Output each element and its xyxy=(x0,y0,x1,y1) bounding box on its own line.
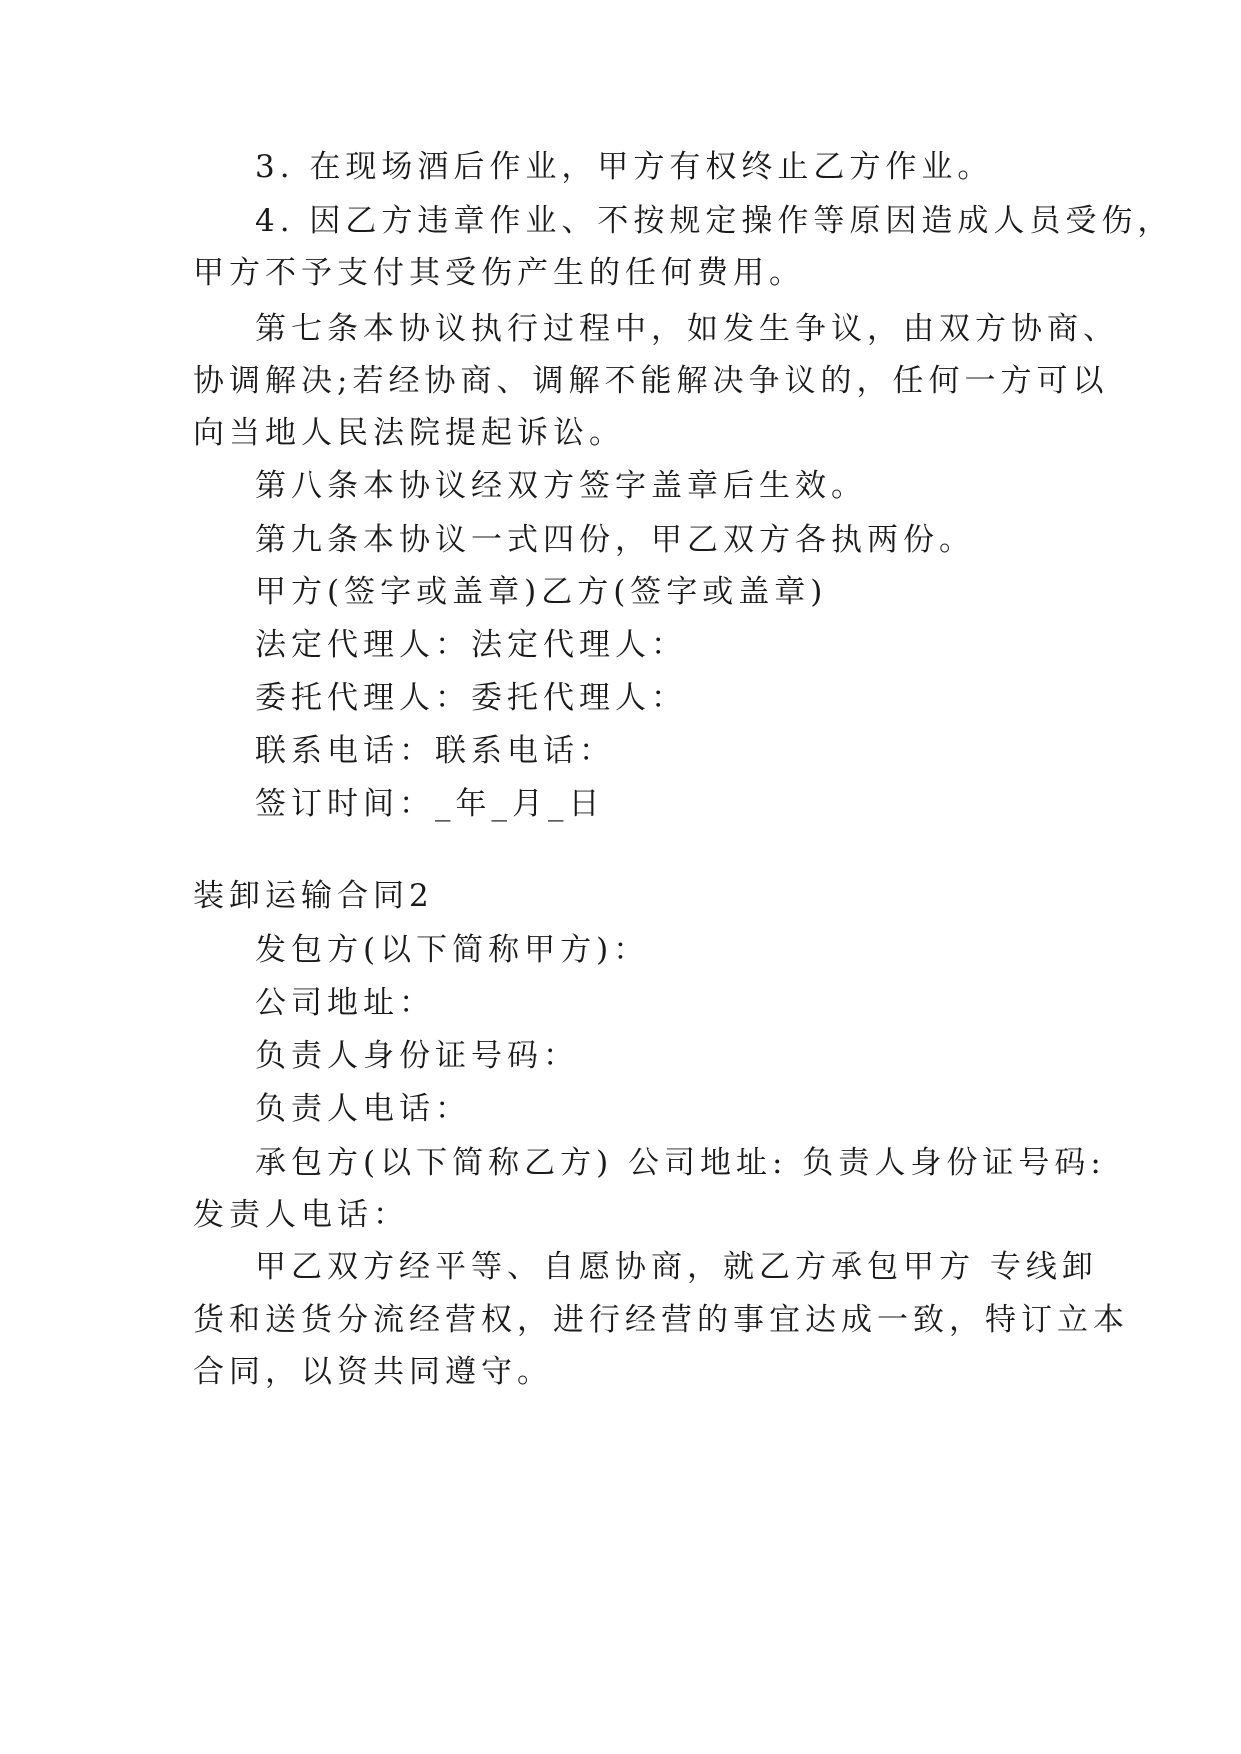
article-7-line-3: 向当地人民法院提起诉讼。 xyxy=(193,415,625,451)
signing-date-line: 签订时间：_年_月_日 xyxy=(255,786,605,822)
clause-item-4-line-1: 4. 因乙方违章作业、不按规定操作等原因造成人员受伤， xyxy=(255,203,1174,239)
article-8: 第八条本协议经双方签字盖章后生效。 xyxy=(255,468,867,504)
signature-line: 甲方(签字或盖章)乙方(签字或盖章) xyxy=(255,574,828,610)
clause-item-4-line-2: 甲方不予支付其受伤产生的任何费用。 xyxy=(193,255,805,291)
authorized-agent-line: 委托代理人：委托代理人： xyxy=(255,680,687,716)
intro-line-1: 甲乙双方经平等、自愿协商，就乙方承包甲方 专线卸 xyxy=(255,1249,1098,1285)
intro-line-3: 合同，以资共同遵守。 xyxy=(193,1354,553,1390)
article-7-line-1: 第七条本协议执行过程中，如发生争议，由双方协商、 xyxy=(255,311,1119,347)
article-9: 第九条本协议一式四份，甲乙双方各执两份。 xyxy=(255,522,975,558)
clause-item-3: 3. 在现场酒后作业，甲方有权终止乙方作业。 xyxy=(255,149,994,185)
responsible-phone-line: 负责人电话： xyxy=(255,1091,471,1127)
intro-line-2: 货和送货分流经营权，进行经营的事宜达成一致，特订立本 xyxy=(193,1302,1129,1338)
contact-phone-line: 联系电话：联系电话： xyxy=(255,733,615,769)
party-b-line-1: 承包方(以下简称乙方) 公司地址: 负责人身份证号码: xyxy=(255,1145,1106,1181)
article-7-line-2: 协调解决;若经协商、调解不能解决争议的，任何一方可以 xyxy=(193,363,1109,399)
company-address-line: 公司地址： xyxy=(255,985,435,1021)
contract-title: 装卸运输合同2 xyxy=(193,878,434,914)
legal-representative-line: 法定代理人：法定代理人： xyxy=(255,627,687,663)
id-number-line: 负责人身份证号码： xyxy=(255,1038,579,1074)
party-a-line: 发包方(以下简称甲方)： xyxy=(255,932,650,968)
party-b-line-2: 发责人电话： xyxy=(193,1197,409,1233)
